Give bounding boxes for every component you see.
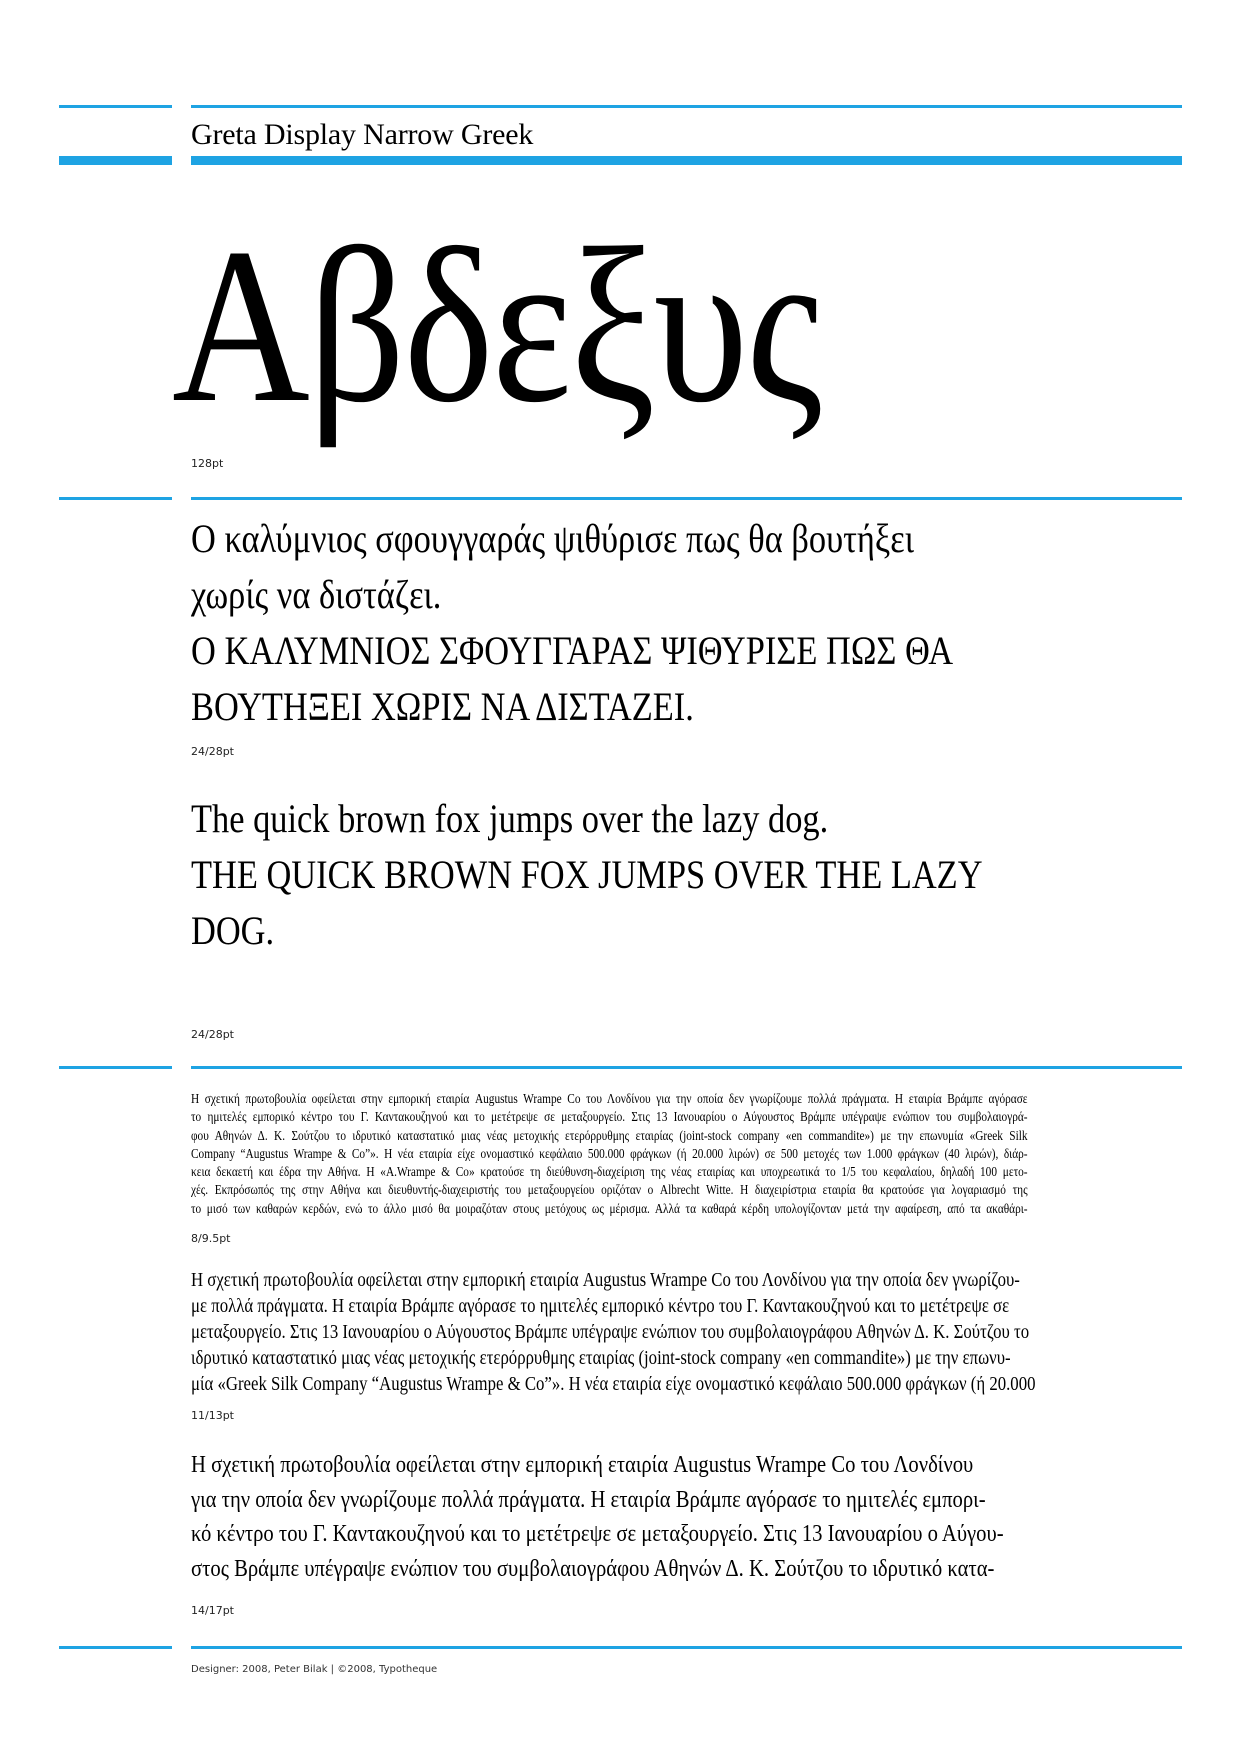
- text-8pt-size-label: 8/9.5pt: [191, 1232, 231, 1245]
- text-line: για την οποία δεν γνωρίζουμε πολλά πράγματα. Η εταιρία Βράμπε αγόρασε το ημιτελές εμπορι-: [191, 1486, 986, 1513]
- greek-sample-line: χωρίς να διστάζει.: [191, 572, 442, 617]
- latin-sample-size-label: 24/28pt: [191, 1028, 234, 1041]
- text-line: με πολλά πράγματα. Η εταιρία Βράμπε αγόρασε το ημιτελές εμπορικό κέντρο του Γ. Καντακουζηνού και το μετέτρεψε σε: [191, 1296, 1010, 1317]
- text-line: Company “Augustus Wrampe & Co”». Η νέα εταιρία είχε ονομαστικό κεφάλαιο 500.000 φράγκων (ή 20.000 λιρών) σε 500 μετοχές των 1.000 φράγκων (40 λιρών), διάρ-: [191, 1145, 1028, 1161]
- footer-credit: Designer: 2008, Peter Bilak | ©2008, Typotheque: [191, 1664, 438, 1675]
- text-sample-11pt: [191, 1268, 1181, 1398]
- footer-rule-right: [191, 1646, 1182, 1649]
- header-rule-bottom-right: [191, 156, 1182, 165]
- text-line: στος Βράμπε υπέγραψε ενώπιον του συμβολαιογράφου Αθηνών Δ. Κ. Σούτζου το ιδρυτικό κατα-: [191, 1555, 995, 1582]
- section-rule-1-left: [59, 497, 172, 500]
- greek-sample-size-label: 24/28pt: [191, 745, 234, 758]
- text-line: Η σχετική πρωτοβουλία οφείλεται στην εμπορική εταιρία Augustus Wrampe Co του Λονδίνου για την οποία δεν γνωρίζου-: [191, 1270, 1020, 1291]
- text-11pt-size-label: 11/13pt: [191, 1409, 234, 1422]
- section-rule-1-right: [191, 497, 1182, 500]
- text-line: μεταξουργείο. Στις 13 Ιανουαρίου ο Αύγουστος Βράμπε υπέγραψε ενώπιον του συμβολαιογράφου Αθηνών Δ. Κ. Σούτζου το: [191, 1322, 1030, 1343]
- greek-sample-line: ΒΟΥΤΗΞΕΙ ΧΩΡΙΣ ΝΑ ΔΙΣΤΑΖΕΙ.: [191, 684, 694, 729]
- text-line: χές. Εκπρόσωπός της στην Αθήνα και διευθυντής-διαχειριστής του μεταξουργείου οριζόταν ο Albrecht Witte. Η διαχειρίστρια εταιρία θα κρατούσε για λογαριασμό της: [191, 1182, 1028, 1198]
- header-rule-bottom-left: [59, 156, 172, 165]
- text-14pt-size-label: 14/17pt: [191, 1604, 234, 1617]
- latin-sample-line: THE QUICK BROWN FOX JUMPS OVER THE LAZY: [191, 852, 983, 897]
- display-glyphs: Αβδεξυς: [172, 203, 821, 449]
- text-line: κεια δεκαετή και έδρα την Αθήνα. Η «A.Wrampe & Co» κρατούσε τη διεύθυνση-διαχείριση της νέας εταιρίας και υποχρεωτικά το 1/5 του κεφαλαίου, δηλαδή 100 μετο-: [191, 1164, 1028, 1180]
- text-line: κό κέντρο του Γ. Καντακουζηνού και το μετέτρεψε σε μεταξουργείο. Στις 13 Ιανουαρίου ο Αύγου-: [191, 1521, 1004, 1547]
- text-line: το μισό των καθαρών κερδών, ενώ το άλλο μισό θα μοιραζόταν στους μετόχους ως μέρισμα. Αλλά τα καθαρά κέρδη υπολογίζονταν μετά την αφαίρεση, από τα ακαθάρι-: [191, 1200, 1028, 1216]
- text-line: το ημιτελές εμπορικό κέντρο του Γ. Καντακουζηνού και το μετέτρεψε σε μεταξουργείο. Στις 13 Ιανουαρίου ο Αύγουστος Βράμπε υπέγραψε ενώπιον του συμβολαιογρά-: [191, 1109, 1028, 1125]
- display-size-label: 128pt: [191, 457, 224, 470]
- section-rule-2-right: [191, 1066, 1182, 1069]
- greek-sample-line: Ο καλύμνιος σφουγγαράς ψιθύρισε πως θα βουτήξει: [191, 516, 914, 561]
- page-title: Greta Display Narrow Greek: [191, 118, 534, 151]
- text-line: Η σχετική πρωτοβουλία οφείλεται στην εμπορική εταιρία Augustus Wrampe Co του Λονδίνου: [191, 1452, 974, 1478]
- greek-sample-line: Ο ΚΑΛΥΜΝΙΟΣ ΣΦΟΥΓΓΑΡΑΣ ΨΙΘΥΡΙΣΕ ΠΩΣ ΘΑ: [191, 628, 954, 673]
- greek-sample: [191, 511, 1211, 735]
- text-line: ιδρυτικό καταστατικό μιας νέας μετοχικής ετερόρρυθμης εταιρίας (joint-stock company «en commandite») με την επωνυ-: [191, 1348, 1011, 1369]
- latin-sample: [191, 791, 1211, 959]
- latin-sample-line: The quick brown fox jumps over the lazy dog.: [191, 796, 829, 841]
- latin-sample-line: DOG.: [191, 908, 275, 953]
- footer-rule-left: [59, 1646, 172, 1649]
- text-line: Η σχετική πρωτοβουλία οφείλεται στην εμπορική εταιρία Augustus Wrampe Co του Λονδίνου για την οποία δεν γνωρίζουμε πολλά πράγματα. Η εταιρία Βράμπε αγόρασε: [191, 1091, 1028, 1106]
- header-rule-top-right: [191, 105, 1182, 108]
- section-rule-2-left: [59, 1066, 172, 1069]
- text-line: μία «Greek Silk Company “Augustus Wrampe & Co”». Η νέα εταιρία είχε ονομαστικό κεφάλαιο 500.000 φράγκων (ή 20.000: [191, 1374, 1036, 1395]
- text-line: φου Αθηνών Δ. Κ. Σούτζου το ιδρυτικό καταστατικό μιας νέας μετοχικής ετερόρρυθμης εταιρίας (joint-stock company «en commandite») με την επωνυμία «Greek Silk: [191, 1127, 1028, 1143]
- header-rule-top-left: [59, 105, 172, 108]
- text-sample-8pt: [191, 1090, 1181, 1218]
- text-sample-14pt: [191, 1448, 1181, 1586]
